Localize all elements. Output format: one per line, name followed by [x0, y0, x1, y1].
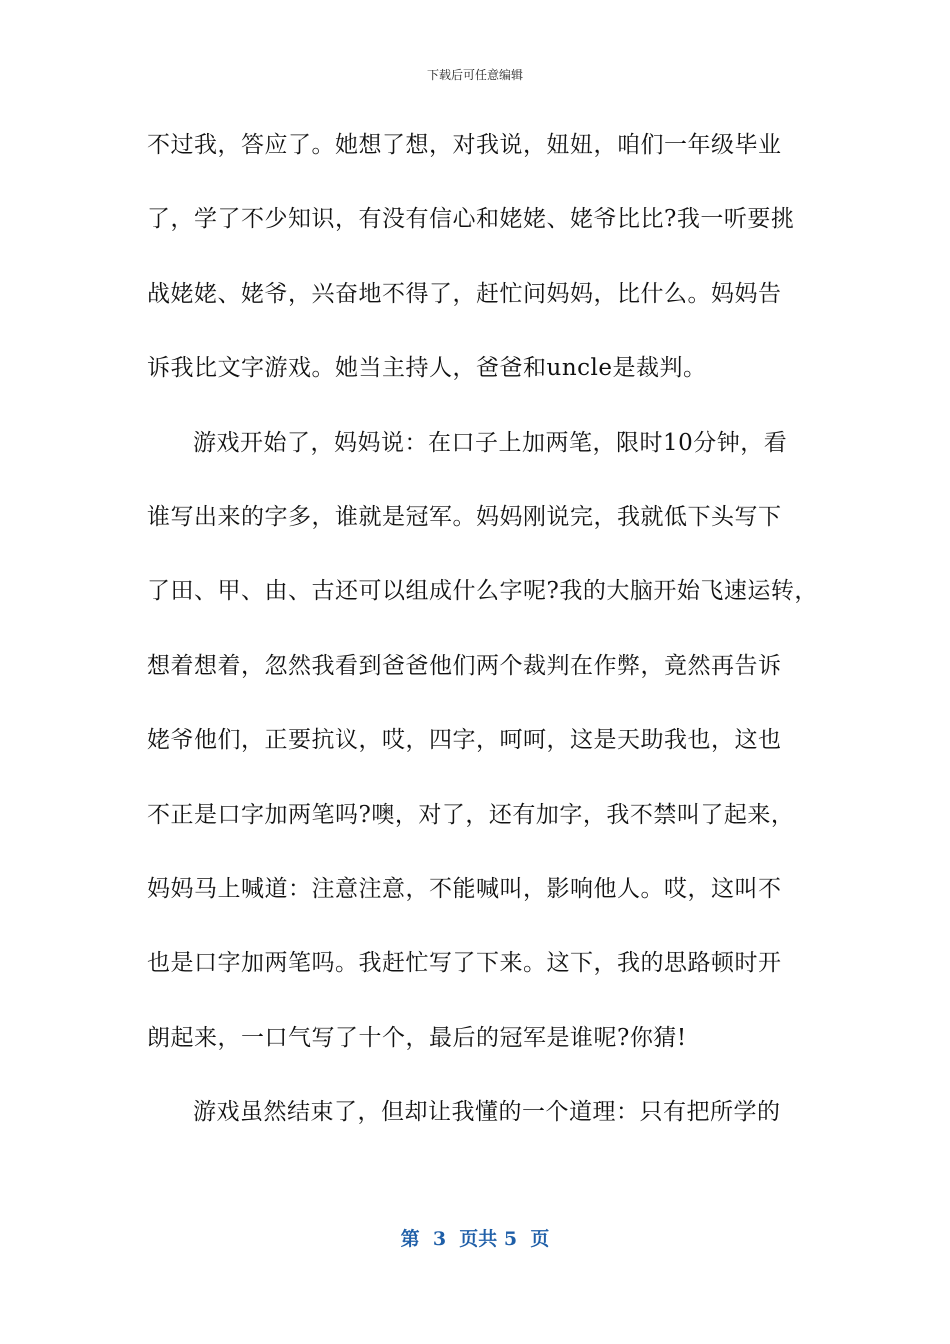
- text-line: 也是口字加两笔吗。我赶忙写了下来。这下，我的思路顿时开: [147, 950, 782, 977]
- page-header: 下载后可任意编辑: [426, 68, 523, 82]
- text-line: 妈妈马上喊道：注意注意，不能喊叫，影响他人。哎，这叫不: [147, 875, 782, 902]
- paragraph-start-line: 游戏虽然结束了，但却让我懂的一个道理：只有把所学的: [193, 1099, 781, 1126]
- document-body: [147, 123, 827, 1164]
- paragraph-start-line: 游戏开始了，妈妈说：在口子上加两笔，限时10分钟，看: [193, 429, 788, 456]
- page-number-footer: 第 3 页共 5 页: [400, 1228, 550, 1250]
- text-line: 不正是口字加两笔吗?噢，对了，还有加字，我不禁叫了起来，: [147, 801, 795, 828]
- text-line: 朗起来，一口气写了十个，最后的冠军是谁呢?你猜!: [147, 1024, 687, 1051]
- text-line: 想着想着，忽然我看到爸爸他们两个裁判在作弊，竟然再告诉: [147, 652, 782, 679]
- text-line: 姥爷他们，正要抗议，哎，四字，呵呵，这是天助我也，这也: [147, 727, 782, 754]
- text-line: 谁写出来的字多，谁就是冠军。妈妈刚说完，我就低下头写下: [147, 503, 782, 530]
- text-line: 了田、甲、由、古还可以组成什么字呢?我的大脑开始飞速运转，: [147, 578, 818, 605]
- text-line: 诉我比文字游戏。她当主持人，爸爸和uncle是裁判。: [147, 355, 707, 382]
- text-line: 战姥姥、姥爷，兴奋地不得了，赶忙问妈妈，比什么。妈妈告: [147, 280, 782, 307]
- text-line: 了，学了不少知识，有没有信心和姥姥、姥爷比比?我一听要挑: [147, 206, 795, 233]
- text-line: 不过我，答应了。她想了想，对我说，妞妞，咱们一年级毕业: [147, 132, 782, 158]
